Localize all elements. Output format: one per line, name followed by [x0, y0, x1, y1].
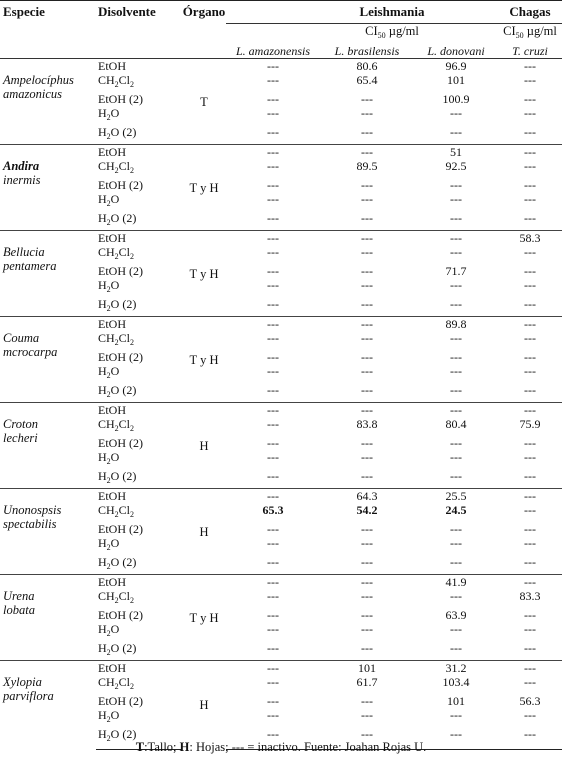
value-cell: --- — [414, 727, 498, 750]
value-cell: 83.8 — [356, 417, 378, 431]
solvent-cell: $H_2O$ (2) — [98, 211, 137, 227]
value-cell: --- — [267, 555, 279, 569]
value-cell: 103.4 — [442, 675, 470, 689]
value-cell: --- — [226, 575, 320, 590]
value-cell: --- — [361, 364, 373, 378]
value-cell: 100.9 — [442, 92, 470, 106]
solvent-cell: $H_2O$ (2) — [98, 555, 137, 571]
value-cell: --- — [320, 231, 414, 246]
value-cell: --- — [361, 694, 373, 708]
value-cell: --- — [361, 436, 373, 450]
value-cell: --- — [450, 350, 462, 364]
value-cell: 89.8 — [414, 317, 498, 332]
value-cell: --- — [524, 608, 536, 622]
solvent-cell: $CH_2Cl_2$ — [98, 417, 135, 433]
header-t-cruzi: T. cruzi — [498, 43, 562, 59]
value-cell: --- — [524, 297, 536, 311]
organ-cell: T y H — [182, 575, 226, 661]
value-cell: --- — [267, 694, 279, 708]
value-cell: 61.7 — [356, 675, 378, 689]
value-cell: --- — [414, 403, 498, 418]
solvent-cell: $H_2O$ — [98, 708, 120, 724]
value-cell: --- — [524, 364, 536, 378]
header-especie: Especie — [0, 1, 96, 24]
solvent-cell: EtOH (2) — [98, 694, 143, 708]
organ-cell: T — [182, 59, 226, 145]
value-cell: --- — [320, 403, 414, 418]
value-cell: --- — [450, 450, 462, 464]
value-cell: 65.3 — [262, 503, 284, 517]
value-cell: 96.9 — [414, 59, 498, 74]
solvent-cell: $H_2O$ (2) — [98, 641, 137, 657]
value-cell: --- — [524, 264, 536, 278]
species-name: Xylopia parviflora — [0, 661, 96, 750]
value-cell: --- — [361, 178, 373, 192]
value-cell: --- — [414, 231, 498, 246]
value-cell: 58.3 — [498, 231, 562, 246]
value-cell: --- — [267, 450, 279, 464]
value-cell: 64.3 — [320, 489, 414, 504]
value-cell: --- — [450, 364, 462, 378]
solvent-cell: $H_2O$ — [98, 106, 120, 122]
species-name: Bellucia pentamera — [0, 231, 96, 317]
value-cell: --- — [267, 364, 279, 378]
value-cell: --- — [450, 383, 462, 397]
solvent-cell: $CH_2Cl_2$ — [98, 503, 135, 519]
value-cell: --- — [524, 211, 536, 225]
species-name: Couma mcrocarpa — [0, 317, 96, 403]
value-cell: --- — [267, 211, 279, 225]
species-name: Urena lobata — [0, 575, 96, 661]
value-cell: 56.3 — [519, 694, 541, 708]
value-cell: 92.5 — [445, 159, 467, 173]
species-name: Unonospsis spectabilis — [0, 489, 96, 575]
value-cell: --- — [524, 125, 536, 139]
value-cell: --- — [361, 708, 373, 722]
value-cell: --- — [450, 297, 462, 311]
value-cell: --- — [361, 278, 373, 292]
value-cell: --- — [267, 417, 279, 431]
value-cell: --- — [498, 489, 562, 504]
value-cell: --- — [524, 278, 536, 292]
value-cell: --- — [267, 192, 279, 206]
value-cell: 41.9 — [414, 575, 498, 590]
value-cell: --- — [226, 403, 320, 418]
value-cell: 51 — [414, 145, 498, 160]
value-cell: --- — [361, 450, 373, 464]
solvent-cell: $CH_2Cl_2$ — [98, 245, 135, 261]
value-cell: --- — [498, 727, 562, 750]
value-cell: --- — [226, 317, 320, 332]
value-cell: --- — [498, 403, 562, 418]
solvent-cell: EtOH (2) — [98, 522, 143, 536]
value-cell: --- — [361, 555, 373, 569]
value-cell: 80.4 — [445, 417, 467, 431]
value-cell: --- — [267, 92, 279, 106]
value-cell: --- — [267, 73, 279, 87]
value-cell: --- — [361, 608, 373, 622]
value-cell: --- — [450, 245, 462, 259]
solvent-cell: EtOH — [96, 575, 182, 590]
header-organo: Órgano — [182, 1, 226, 24]
value-cell: 24.5 — [445, 503, 467, 517]
value-cell: --- — [226, 489, 320, 504]
solvent-cell: $H_2O$ (2) — [98, 469, 137, 485]
value-cell: --- — [267, 350, 279, 364]
table-row — [0, 231, 562, 246]
value-cell: --- — [361, 125, 373, 139]
value-cell: --- — [267, 159, 279, 173]
header-ci50-leishmania: $CI_{50}$ µg/ml — [226, 24, 498, 44]
solvent-cell: $CH_2Cl_2$ — [98, 159, 135, 175]
organ-cell: T y H — [182, 145, 226, 231]
value-cell: 63.9 — [445, 608, 467, 622]
value-cell: --- — [361, 383, 373, 397]
value-cell: 101 — [447, 694, 465, 708]
value-cell: --- — [361, 589, 373, 603]
solvent-cell: EtOH (2) — [98, 178, 143, 192]
organ-cell: T y H — [182, 231, 226, 317]
value-cell: --- — [450, 641, 462, 655]
value-cell: --- — [524, 450, 536, 464]
solvent-cell: EtOH (2) — [98, 436, 143, 450]
value-cell: --- — [267, 522, 279, 536]
value-cell: --- — [320, 317, 414, 332]
solvent-cell: $H_2O$ — [98, 192, 120, 208]
solvent-cell: $H_2O$ — [98, 364, 120, 380]
value-cell: --- — [226, 145, 320, 160]
solvent-cell: $CH_2Cl_2$ — [98, 589, 135, 605]
value-cell: --- — [498, 661, 562, 676]
value-cell: --- — [361, 522, 373, 536]
value-cell: --- — [267, 536, 279, 550]
value-cell: --- — [361, 297, 373, 311]
value-cell: --- — [361, 211, 373, 225]
table-body — [0, 59, 562, 750]
table-footnote: T:Tallo; H: Hojas; --- = inactivo. Fuente: Joahan Rojas U. — [135, 740, 427, 754]
value-cell: --- — [524, 383, 536, 397]
value-cell: --- — [267, 622, 279, 636]
value-cell: --- — [524, 708, 536, 722]
header-ci50-chagas: $CI_{50}$ µg/ml — [498, 24, 562, 44]
header-disolvente: Disolvente — [96, 1, 182, 24]
table-row — [0, 661, 562, 676]
solvent-cell: $H_2O$ — [98, 622, 120, 638]
value-cell: --- — [267, 278, 279, 292]
value-cell: 71.7 — [445, 264, 467, 278]
value-cell: --- — [267, 436, 279, 450]
species-name: Ampelocíphus amazonicus — [0, 59, 96, 145]
value-cell: --- — [267, 178, 279, 192]
solvent-cell: EtOH — [96, 59, 182, 74]
header-l-brasilensis: L. brasilensis — [320, 43, 414, 59]
value-cell: --- — [524, 178, 536, 192]
species-name: Andira inermis — [0, 145, 96, 231]
value-cell: --- — [267, 331, 279, 345]
value-cell: 89.5 — [356, 159, 378, 173]
value-cell: --- — [524, 469, 536, 483]
value-cell: --- — [524, 73, 536, 87]
value-cell: --- — [361, 192, 373, 206]
solvent-cell: $H_2O$ — [98, 536, 120, 552]
table-row — [0, 489, 562, 504]
value-cell: --- — [524, 159, 536, 173]
solvent-cell: $H_2O$ — [98, 450, 120, 466]
value-cell: --- — [361, 350, 373, 364]
value-cell: 83.3 — [519, 589, 541, 603]
value-cell: --- — [450, 178, 462, 192]
table-row — [0, 59, 562, 74]
value-cell: --- — [450, 125, 462, 139]
header-chagas: Chagas — [498, 1, 562, 24]
value-cell: --- — [267, 608, 279, 622]
value-cell: --- — [450, 192, 462, 206]
value-cell: --- — [226, 231, 320, 246]
value-cell: --- — [524, 331, 536, 345]
value-cell: --- — [524, 92, 536, 106]
table-row — [0, 145, 562, 160]
value-cell: --- — [320, 145, 414, 160]
organ-cell: H — [182, 489, 226, 575]
value-cell: --- — [524, 245, 536, 259]
solvent-cell: EtOH — [96, 403, 182, 418]
value-cell: --- — [524, 106, 536, 120]
value-cell: --- — [267, 708, 279, 722]
solvent-cell: $CH_2Cl_2$ — [98, 331, 135, 347]
solvent-cell: $CH_2Cl_2$ — [98, 675, 135, 691]
value-cell: --- — [524, 192, 536, 206]
organ-cell: H — [182, 403, 226, 489]
value-cell: --- — [267, 675, 279, 689]
value-cell: --- — [267, 245, 279, 259]
value-cell: 31.2 — [414, 661, 498, 676]
value-cell: 101 — [447, 73, 465, 87]
value-cell: --- — [450, 522, 462, 536]
solvent-cell: EtOH — [96, 661, 182, 676]
value-cell: --- — [450, 622, 462, 636]
value-cell: --- — [361, 622, 373, 636]
value-cell: --- — [524, 641, 536, 655]
solvent-cell: EtOH — [96, 489, 182, 504]
value-cell: --- — [524, 536, 536, 550]
value-cell: --- — [498, 59, 562, 74]
value-cell: --- — [267, 641, 279, 655]
table-row — [0, 403, 562, 418]
value-cell: --- — [450, 469, 462, 483]
value-cell: --- — [267, 297, 279, 311]
value-cell: --- — [361, 331, 373, 345]
value-cell: --- — [524, 436, 536, 450]
value-cell: --- — [524, 675, 536, 689]
value-cell: --- — [450, 278, 462, 292]
value-cell: --- — [361, 536, 373, 550]
solvent-cell: $H_2O$ (2) — [98, 297, 137, 313]
value-cell: --- — [361, 92, 373, 106]
solvent-cell: EtOH — [96, 317, 182, 332]
value-cell: --- — [450, 555, 462, 569]
solvent-cell: EtOH (2) — [98, 92, 143, 106]
solvent-cell: EtOH (2) — [98, 264, 143, 278]
value-cell: --- — [267, 589, 279, 603]
table-row — [0, 575, 562, 590]
solvent-cell: EtOH (2) — [98, 350, 143, 364]
value-cell: --- — [524, 522, 536, 536]
value-cell: 101 — [320, 661, 414, 676]
value-cell: --- — [226, 661, 320, 676]
value-cell: --- — [450, 211, 462, 225]
value-cell: --- — [450, 331, 462, 345]
solvent-cell: $CH_2Cl_2$ — [98, 73, 135, 89]
solvent-cell: EtOH — [96, 231, 182, 246]
value-cell: --- — [498, 317, 562, 332]
value-cell: --- — [524, 350, 536, 364]
value-cell: --- — [361, 641, 373, 655]
value-cell: --- — [524, 555, 536, 569]
value-cell: --- — [450, 536, 462, 550]
value-cell: 54.2 — [356, 503, 378, 517]
value-cell: --- — [267, 469, 279, 483]
header-l-amazonensis: L. amazonensis — [226, 43, 320, 59]
value-cell: --- — [267, 106, 279, 120]
organ-cell: T y H — [182, 317, 226, 403]
solvent-cell: EtOH — [96, 145, 182, 160]
value-cell: --- — [267, 125, 279, 139]
value-cell: --- — [320, 575, 414, 590]
species-name: Croton lecheri — [0, 403, 96, 489]
value-cell: --- — [226, 59, 320, 74]
value-cell: --- — [267, 264, 279, 278]
value-cell: --- — [450, 436, 462, 450]
solvent-cell: $H_2O$ (2) — [96, 727, 182, 750]
value-cell: --- — [498, 145, 562, 160]
value-cell: --- — [450, 589, 462, 603]
value-cell: 25.5 — [414, 489, 498, 504]
solvent-cell: EtOH (2) — [98, 608, 143, 622]
value-cell: 75.9 — [519, 417, 541, 431]
header-l-donovani: L. donovani — [414, 43, 498, 59]
header-leishmania: Leishmania — [226, 1, 498, 24]
value-cell: 65.4 — [356, 73, 378, 87]
value-cell: --- — [450, 106, 462, 120]
value-cell: --- — [524, 622, 536, 636]
value-cell: --- — [498, 575, 562, 590]
value-cell: --- — [361, 106, 373, 120]
value-cell: --- — [361, 245, 373, 259]
solvent-cell: $H_2O$ — [98, 278, 120, 294]
value-cell: --- — [450, 708, 462, 722]
value-cell: --- — [361, 469, 373, 483]
organ-cell: H — [182, 661, 226, 750]
table-row — [0, 317, 562, 332]
value-cell: 80.6 — [320, 59, 414, 74]
solvent-cell: $H_2O$ (2) — [98, 383, 137, 399]
value-cell: --- — [226, 727, 320, 750]
value-cell: --- — [267, 383, 279, 397]
solvent-cell: $H_2O$ (2) — [98, 125, 137, 141]
value-cell: --- — [320, 727, 414, 750]
value-cell: --- — [524, 503, 536, 517]
value-cell: --- — [361, 264, 373, 278]
